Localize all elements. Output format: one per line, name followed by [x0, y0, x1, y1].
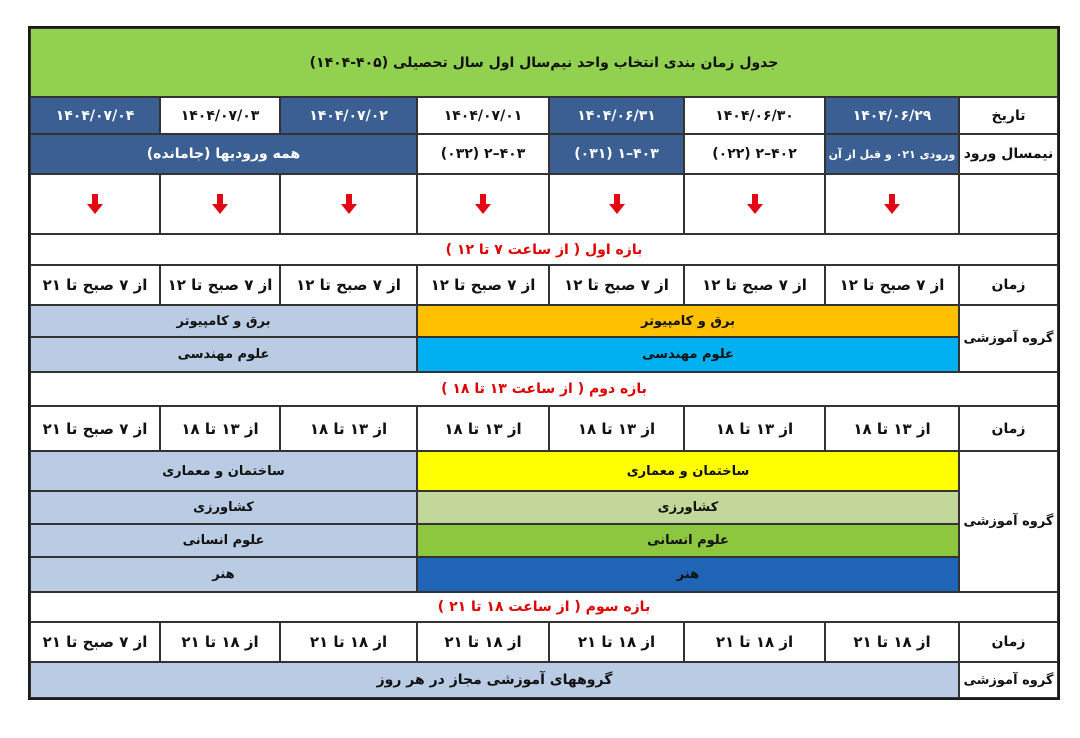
p1-time-2: از ۷ صبح تا ۱۲	[684, 265, 825, 305]
p2-time-label: زمان	[959, 406, 1058, 451]
period-2-heading: بازه دوم ( از ساعت ۱۳ تا ۱۸ )	[30, 372, 1058, 406]
p2-time-4: از ۱۳ تا ۱۸	[417, 406, 549, 451]
p1-group-label: گروه آموزشی	[959, 305, 1058, 372]
date-cell-6: ۱۴۰۴/۰۷/۰۳	[160, 97, 280, 134]
p2-group-4: هنر	[417, 557, 959, 592]
arrow-cell	[30, 174, 160, 234]
arrow-down-icon	[743, 192, 767, 216]
p2-group-2: کشاورزی	[417, 491, 959, 524]
p1-time-5: از ۷ صبح تا ۱۲	[280, 265, 417, 305]
entry-3: (۰۳۱) ۱–۴۰۳	[549, 134, 684, 174]
p2-group-3-later: علوم انسانی	[30, 524, 417, 557]
p1-time-1: از ۷ صبح تا ۱۲	[825, 265, 959, 305]
date-cell-1: ۱۴۰۴/۰۶/۲۹	[825, 97, 959, 134]
entry-label: نیمسال ورود	[959, 134, 1058, 174]
p2-group-label: گروه آموزشی	[959, 451, 1058, 592]
p3-group-label: گروه آموزشی	[959, 662, 1058, 698]
arrow-cell	[684, 174, 825, 234]
arrow-cell	[549, 174, 684, 234]
p2-group-1: ساختمان و معماری	[417, 451, 959, 491]
entry-2: (۰۲۲) ۲–۴۰۲	[684, 134, 825, 174]
p1-time-4: از ۷ صبح تا ۱۲	[417, 265, 549, 305]
arrow-down-icon	[83, 192, 107, 216]
arrow-down-icon	[208, 192, 232, 216]
period-3-heading: بازه سوم ( از ساعت ۱۸ تا ۲۱ )	[30, 592, 1058, 622]
p3-time-3: از ۱۸ تا ۲۱	[549, 622, 684, 662]
arrow-cell	[280, 174, 417, 234]
p1-time-3: از ۷ صبح تا ۱۲	[549, 265, 684, 305]
p2-group-1-later: ساختمان و معماری	[30, 451, 417, 491]
p3-allowed-groups: گروههای آموزشی مجاز در هر روز	[30, 662, 959, 698]
p3-time-5: از ۱۸ تا ۲۱	[280, 622, 417, 662]
p2-time-7: از ۷ صبح تا ۲۱	[30, 406, 160, 451]
entry-all: همه ورودیها (جامانده)	[30, 134, 417, 174]
arrow-down-icon	[605, 192, 629, 216]
p1-group-1: برق و کامپیوتر	[417, 305, 959, 337]
date-cell-2: ۱۴۰۴/۰۶/۳۰	[684, 97, 825, 134]
p3-time-7: از ۷ صبح تا ۲۱	[30, 622, 160, 662]
arrow-down-icon	[880, 192, 904, 216]
p1-time-6: از ۷ صبح تا ۱۲	[160, 265, 280, 305]
period-1-heading: بازه اول ( از ساعت ۷ تا ۱۲ )	[30, 234, 1058, 265]
p1-group-2-later: علوم مهندسی	[30, 337, 417, 372]
entry-4: (۰۳۲) ۲–۴۰۳	[417, 134, 549, 174]
date-cell-7: ۱۴۰۴/۰۷/۰۴	[30, 97, 160, 134]
p1-time-7: از ۷ صبح تا ۲۱	[30, 265, 160, 305]
arrow-cell	[160, 174, 280, 234]
p2-group-2-later: کشاورزی	[30, 491, 417, 524]
date-cell-4: ۱۴۰۴/۰۷/۰۱	[417, 97, 549, 134]
arrow-row-label-cell	[959, 174, 1058, 234]
date-cell-3: ۱۴۰۴/۰۶/۳۱	[549, 97, 684, 134]
p2-time-3: از ۱۳ تا ۱۸	[549, 406, 684, 451]
p2-time-2: از ۱۳ تا ۱۸	[684, 406, 825, 451]
p2-time-6: از ۱۳ تا ۱۸	[160, 406, 280, 451]
p3-time-6: از ۱۸ تا ۲۱	[160, 622, 280, 662]
arrow-cell	[825, 174, 959, 234]
p2-time-1: از ۱۳ تا ۱۸	[825, 406, 959, 451]
p2-time-5: از ۱۳ تا ۱۸	[280, 406, 417, 451]
arrow-down-icon	[471, 192, 495, 216]
arrow-cell	[417, 174, 549, 234]
p3-time-2: از ۱۸ تا ۲۱	[684, 622, 825, 662]
entry-1: ورودی ۰۲۱ و قبل از آن	[825, 134, 959, 174]
p3-time-label: زمان	[959, 622, 1058, 662]
p1-time-label: زمان	[959, 265, 1058, 305]
p3-time-4: از ۱۸ تا ۲۱	[417, 622, 549, 662]
p2-group-3: علوم انسانی	[417, 524, 959, 557]
arrow-down-icon	[337, 192, 361, 216]
p1-group-2: علوم مهندسی	[417, 337, 959, 372]
date-cell-5: ۱۴۰۴/۰۷/۰۲	[280, 97, 417, 134]
page-title: جدول زمان بندی انتخاب واحد نیم‌سال اول سال تحصیلی (۴۰۵-۱۴۰۴)	[30, 28, 1058, 97]
p2-group-4-later: هنر	[30, 557, 417, 592]
date-label: تاریخ	[959, 97, 1058, 134]
p1-group-1-later: برق و کامپیوتر	[30, 305, 417, 337]
schedule-table	[28, 26, 1060, 700]
p3-time-1: از ۱۸ تا ۲۱	[825, 622, 959, 662]
